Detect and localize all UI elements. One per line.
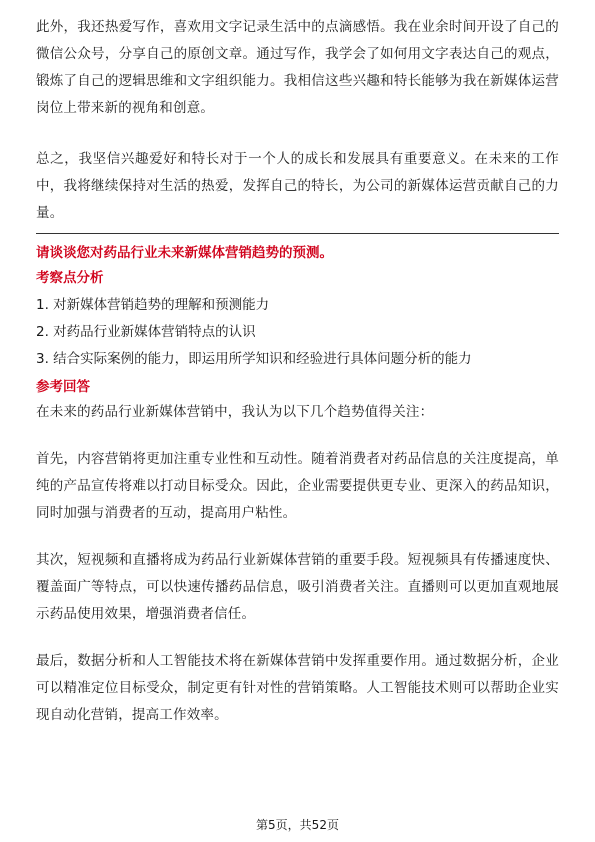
answer-paragraph-1: 首先，内容营销将更加注重专业性和互动性。随着消费者对药品信息的关注度提高，单纯的产品宣传将难以打动目标受众。因此，企业需要提供更专业、更深入的药品知识，同时加强与消费者的互动，提高用户粘性。 bbox=[36, 451, 559, 521]
intro-paragraph-1: 此外，我还热爱写作，喜欢用文字记录生活中的点滴感悟。我在业余时间开设了自己的微信公众号，分享自己的原创文章。通过写作，我学会了如何用文字表达自己的观点，锻炼了自己的逻辑思维和文字组织能力。我相信这些兴趣和特长能够为我在新媒体运营岗位上带来新的视角和创意。 bbox=[36, 19, 559, 116]
answer-paragraph-3: 最后，数据分析和人工智能技术将在新媒体营销中发挥重要作用。通过数据分析，企业可以精准定位目标受众，制定更有针对性的营销策略。人工智能技术则可以帮助企业实现自动化营销，提高工作效率。 bbox=[36, 653, 559, 723]
page-footer: 第5页，共52页 bbox=[256, 818, 339, 832]
analysis-list bbox=[36, 292, 559, 373]
intro-paragraph-2: 总之，我坚信兴趣爱好和特长对于一个人的成长和发展具有重要意义。在未来的工作中，我将继续保持对生活的热爱，发挥自己的特长，为公司的新媒体运营贡献自己的力量。 bbox=[36, 151, 559, 221]
document-page bbox=[36, 14, 559, 729]
list-item: 2. 对药品行业新媒体营销特点的认识 bbox=[36, 324, 256, 340]
list-item: 3. 结合实际案例的能力，即运用所学知识和经验进行具体问题分析的能力 bbox=[36, 351, 472, 367]
answer-paragraph-2: 其次，短视频和直播将成为药品行业新媒体营销的重要手段。短视频具有传播速度快、覆盖面广等特点，可以快速传播药品信息，吸引消费者关注。直播则可以更加直观地展示药品使用效果，增强消费者信任。 bbox=[36, 552, 559, 622]
section-divider bbox=[36, 233, 559, 234]
list-item: 1. 对新媒体营销趋势的理解和预测能力 bbox=[36, 297, 270, 313]
question-title: 请谈谈您对药品行业未来新媒体营销趋势的预测。 bbox=[36, 245, 333, 261]
answer-intro: 在未来的药品行业新媒体营销中，我认为以下几个趋势值得关注： bbox=[36, 404, 434, 420]
answer-heading: 参考回答 bbox=[36, 379, 90, 395]
analysis-heading: 考察点分析 bbox=[36, 270, 104, 286]
